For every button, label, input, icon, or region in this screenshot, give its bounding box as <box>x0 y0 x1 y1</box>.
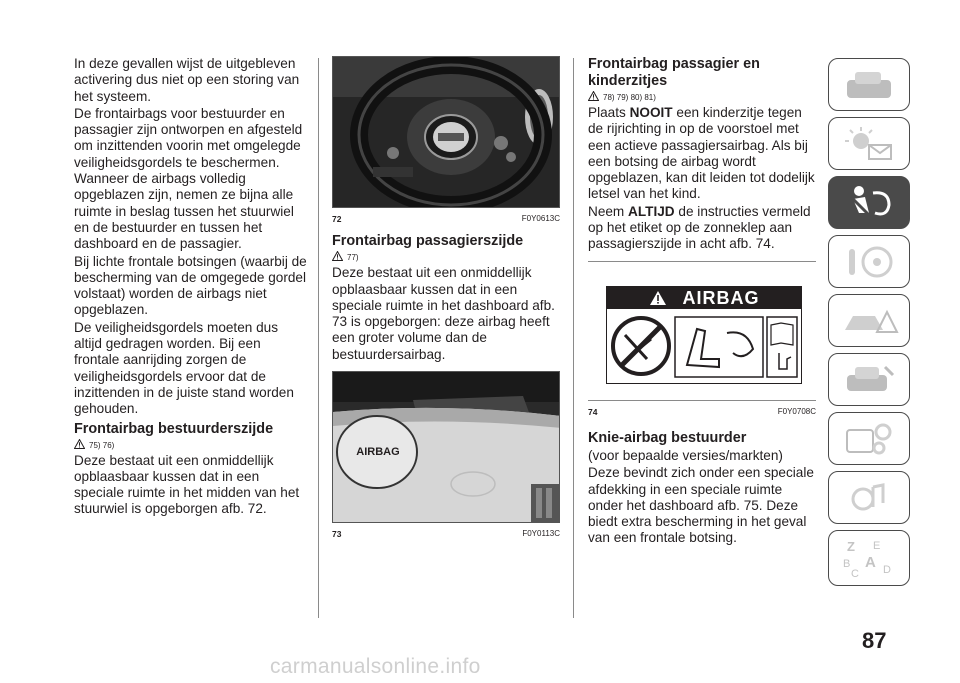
svg-text:D: D <box>883 564 891 576</box>
paragraph-passenger: Deze bestaat uit een onmiddellijk opblaasbaar kussen dat in een speciale ruimte in het dashboard afb. 73 is opgeborgen: deze airbag heeft een groter volume dan de bestuurdersairbag. <box>332 265 555 362</box>
chapter-sidebar <box>828 58 910 592</box>
sticker-pictograms <box>607 309 801 383</box>
tab-index[interactable] <box>828 530 910 586</box>
figure-74-caption: 74 F0Y0708C <box>588 406 816 417</box>
warning-refs: 75) 76) <box>74 439 308 451</box>
paragraph-never: Plaats NOOIT een kinderzitje tegen de rijrichting in op de voorstoel met een actieve passagiersairbag. Als bij een botsing de airbag wordt opgeblazen, kan dit leiden tot dodelijk letsel van het kind. <box>588 105 815 202</box>
tab-warning-lights[interactable] <box>828 117 910 170</box>
figure-74-bottom-rule <box>588 400 816 401</box>
svg-text:C: C <box>851 568 859 579</box>
column-left <box>74 56 308 519</box>
column-divider <box>318 58 319 618</box>
car-dashboard-icon <box>839 66 899 104</box>
figure-73-dashboard <box>332 371 560 523</box>
svg-text:Z: Z <box>847 539 855 554</box>
sticker-header: AIRBAG <box>607 287 801 309</box>
steering-wheel-image <box>333 57 560 207</box>
warning-triangle-icon <box>649 290 667 306</box>
tab-multimedia[interactable] <box>828 471 910 524</box>
watermark: carmanualsonline.info <box>270 655 481 678</box>
heading-knee-airbag: Knie-airbag bestuurder <box>588 429 747 446</box>
paragraph-3: Bij lichte frontale botsingen (waarbij de bescherming van de omgegede gordel volstaat) worden de airbags niet opgeblazen. <box>74 253 307 318</box>
figure-74-airbag-label <box>588 262 816 400</box>
svg-text:A: A <box>865 554 876 571</box>
svg-text:E: E <box>873 540 881 552</box>
start-drive-icon <box>839 243 899 281</box>
tab-safety[interactable] <box>828 176 910 229</box>
warning-triangle-icon <box>588 91 599 101</box>
warning-lights-icon <box>839 125 899 163</box>
warning-triangle-icon <box>74 439 85 449</box>
figure-72-steering-wheel <box>332 56 560 208</box>
tab-start-drive[interactable] <box>828 235 910 288</box>
warning-refs: 78) 79) 80) 81) <box>588 91 816 103</box>
paragraph-knee: Deze bevindt zich onder een speciale afdekking in een speciale ruimte onder het dashboard afb. 75. Deze biedt extra bescherming in het geval van een frontale botsing. <box>588 465 814 546</box>
paragraph-4: De veiligheidsgordels moeten dus altijd gedragen worden. Bij een frontale aanrijding zorgen de veiligheidsgordels ervoor dat de inzittenden in de juiste stand worden gehouden. <box>74 319 294 417</box>
tab-maintenance[interactable] <box>828 353 910 406</box>
column-divider <box>573 58 574 618</box>
paragraph-2: De frontairbags voor bestuurder en passagier zijn ontworpen en afgesteld om inzittenden voorin met omgelegde veiligheidsgordels te beschermen. Wanneer de airbags volledig opgeblazen zijn, nemen ze bijna alle ruimte in beslag tussen het stuurwiel en de bestuurder en tussen het dashboard en de passagier. <box>74 105 303 252</box>
safety-airbag-icon <box>839 183 899 223</box>
page-number: 87 <box>862 628 887 653</box>
technical-data-icon <box>839 420 899 458</box>
paragraph-1: In deze gevallen wijst de uitgebleven activering dus niet op een storing van het systeem. <box>74 56 300 104</box>
warning-refs: 77) <box>332 251 560 263</box>
airbag-sticker <box>606 286 802 384</box>
heading-passenger-airbag: Frontairbag passagierszijde <box>332 233 524 250</box>
airbag-label: AIRBAG <box>356 446 400 459</box>
column-right <box>588 56 816 548</box>
paragraph-versions: (voor bepaalde versies/markten) <box>588 447 783 463</box>
index-icon <box>839 537 899 579</box>
paragraph-5: Deze bestaat uit een onmiddellijk opblaasbaar kussen dat in een speciale ruimte in het midden van het stuurwiel is opgeborgen afb. 72. <box>74 452 300 517</box>
figure-72-caption: 72 F0Y0613C <box>332 214 560 224</box>
multimedia-icon <box>839 479 899 517</box>
paragraph-always: Neem ALTIJD de instructies vermeld op het etiket op de zonneklep aan passagierszijde in acht afb. 74. <box>588 203 811 252</box>
emergency-icon <box>839 302 899 340</box>
heading-child-seats: Frontairbag passagier en kinderzitjes <box>588 56 760 89</box>
warning-triangle-icon <box>332 251 343 261</box>
svg-text:B: B <box>843 558 851 570</box>
tab-technical-data[interactable] <box>828 412 910 465</box>
column-middle <box>332 56 560 548</box>
figure-73-caption: 73 F0Y0113C <box>332 529 560 540</box>
tab-car-dashboard[interactable] <box>828 58 910 111</box>
tab-emergency[interactable] <box>828 294 910 347</box>
maintenance-icon <box>839 361 899 399</box>
heading-driver-airbag: Frontairbag bestuurderszijde <box>74 420 274 437</box>
